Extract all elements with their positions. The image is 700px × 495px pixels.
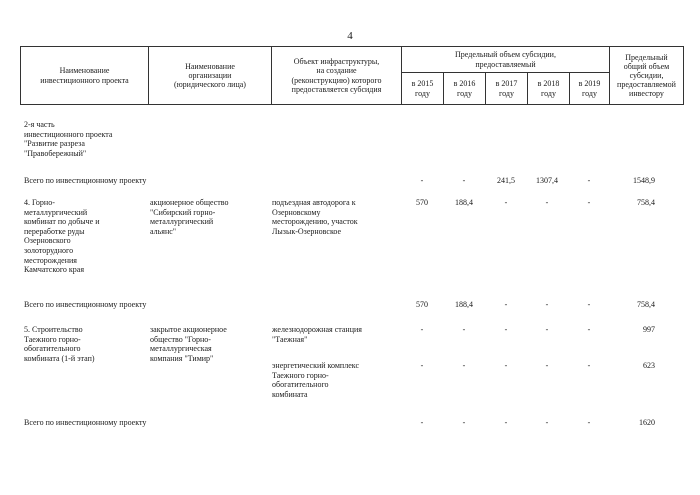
sum3-label: Всего по инвестиционному проекту: [24, 418, 147, 427]
sum3-2019: -: [587, 418, 591, 427]
p5-obj2-2019: -: [587, 361, 591, 370]
sum1-2017: 241,5: [497, 176, 515, 185]
p4-2015: 570: [416, 198, 428, 207]
sum2-2017: -: [504, 300, 508, 309]
p4-2016: 188,4: [455, 198, 473, 207]
sum3-2015: -: [420, 418, 424, 427]
sum2-total: 758,4: [637, 300, 655, 309]
p5-obj2-2018: -: [545, 361, 549, 370]
p5-obj2-total: 623: [643, 361, 655, 370]
sum3-2018: -: [545, 418, 549, 427]
header-organization: Наименование организации (юридического лица): [149, 47, 272, 105]
p4-object: подъездная автодорога к Озерновскому месторождению, участок Лызык-Озерновское: [272, 198, 358, 236]
p4-project: 4. Горно- металлургический комбинат по добыче и переработке руды Озерновского золоторудного месторождения Камчатского края: [24, 198, 100, 275]
sum1-2018: 1307,4: [536, 176, 558, 185]
sum2-2018: -: [545, 300, 549, 309]
sum1-total: 1548,9: [633, 176, 655, 185]
sum1-2019: -: [587, 176, 591, 185]
p4-total: 758,4: [637, 198, 655, 207]
p5-obj1-total: 997: [643, 325, 655, 334]
p5-obj1-2016: -: [462, 325, 466, 334]
header-year-2019: в 2019 году: [570, 73, 610, 105]
p5-object1: железнодорожная станция "Таежная": [272, 325, 362, 344]
sum2-2015: 570: [416, 300, 428, 309]
p4-2019: -: [587, 198, 591, 207]
p5-obj2-2015: -: [420, 361, 424, 370]
p4-organization: акционерное общество "Сибирский горно- металлургический альянс": [150, 198, 229, 236]
part2-title: 2-я часть инвестиционного проекта "Развитие разреза "Правобережный": [24, 120, 113, 158]
p5-obj2-2017: -: [504, 361, 508, 370]
p5-obj1-2019: -: [587, 325, 591, 334]
p5-project: 5. Строительство Таежного горно- обогатительного комбината (1-й этап): [24, 325, 95, 363]
sum1-2016: -: [462, 176, 466, 185]
sum3-2016: -: [462, 418, 466, 427]
p4-2017: -: [504, 198, 508, 207]
header-total-subsidy: Предельный общий объем субсидии, предоставляемой инвестору: [610, 47, 684, 105]
p5-obj1-2015: -: [420, 325, 424, 334]
header-subsidy-group: Предельный объем субсидии, предоставляемый: [402, 47, 610, 73]
sum2-2019: -: [587, 300, 591, 309]
p5-object2: энергетический комплекс Таежного горно- обогатительного комбината: [272, 361, 359, 399]
sum2-label: Всего по инвестиционному проекту: [24, 300, 147, 309]
sum2-2016: 188,4: [455, 300, 473, 309]
sum1-2015: -: [420, 176, 424, 185]
sum3-total: 1620: [639, 418, 655, 427]
header-year-2016: в 2016 году: [444, 73, 486, 105]
header-infrastructure-object: Объект инфраструктуры, на создание (реконструкцию) которого предоставляется субсидия: [272, 47, 402, 105]
page-number: 4: [347, 30, 353, 42]
header-year-2018: в 2018 году: [528, 73, 570, 105]
header-year-2017: в 2017 году: [486, 73, 528, 105]
p5-organization: закрытое акционерное общество "Горно- металлургическая компания "Тимир": [150, 325, 227, 363]
header-year-2015: в 2015 году: [402, 73, 444, 105]
p5-obj2-2016: -: [462, 361, 466, 370]
sum1-label: Всего по инвестиционному проекту: [24, 176, 147, 185]
p4-2018: -: [545, 198, 549, 207]
header-project-name: Наименование инвестиционного проекта: [21, 47, 149, 105]
p5-obj1-2018: -: [545, 325, 549, 334]
sum3-2017: -: [504, 418, 508, 427]
p5-obj1-2017: -: [504, 325, 508, 334]
